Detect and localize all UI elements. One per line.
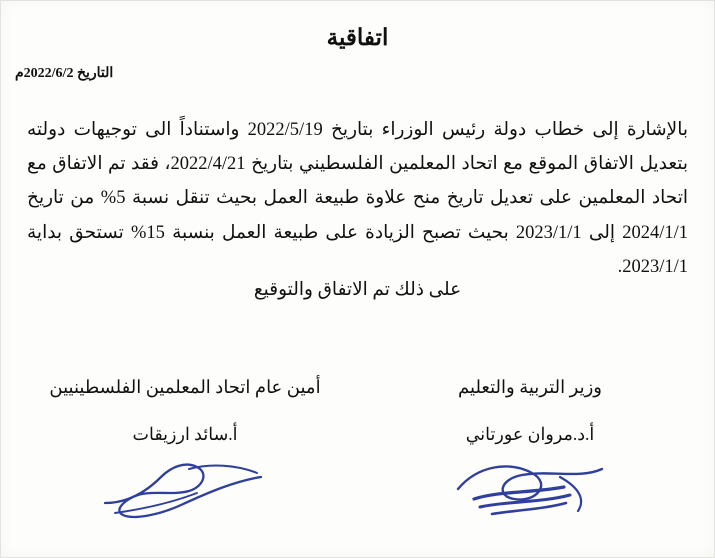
handwritten-signature-icon-union [35,447,335,525]
signature-name-minister: أ.د.مروان عورتاني [465,424,595,444]
agreement-body-paragraph: بالإشارة إلى خطاب دولة رئيس الوزراء بتاريخ 2022/5/19 واستناداً الى توجيهات دولته بتعديل الاتفاق الموقع مع اتحاد المعلمين الفلسطيني بتاريخ 2022/4/21، فقد تم الاتفاق مع اتحاد المعلمين على تعديل تاريخ منح علاوة طبيعة العمل بحيث تنقل نسبة 5% من تاريخ 2024/1/1 إلى 2023/1/1 بحيث تصبح الزيادة على طبيعة العمل بنسبة 15% تستحق بداية 2023/1/1. [27,120,689,277]
signature-block-union [35,377,335,525]
document-date: التاريخ 2022/6/2م [15,66,114,81]
closing-statement: على ذلك تم الاتفاق والتوقيع [253,280,462,300]
signature-role-union: أمين عام اتحاد المعلمين الفلسطينيين [49,377,321,397]
signature-name-union: أ.سائد ارزيقات [132,424,238,444]
signature-area [1,377,714,525]
handwritten-signature-icon-minister [380,447,680,525]
signature-role-minister: وزير التربية والتعليم [458,377,602,397]
page-title: اتفاقية [326,25,389,50]
signature-block-minister [380,377,680,525]
